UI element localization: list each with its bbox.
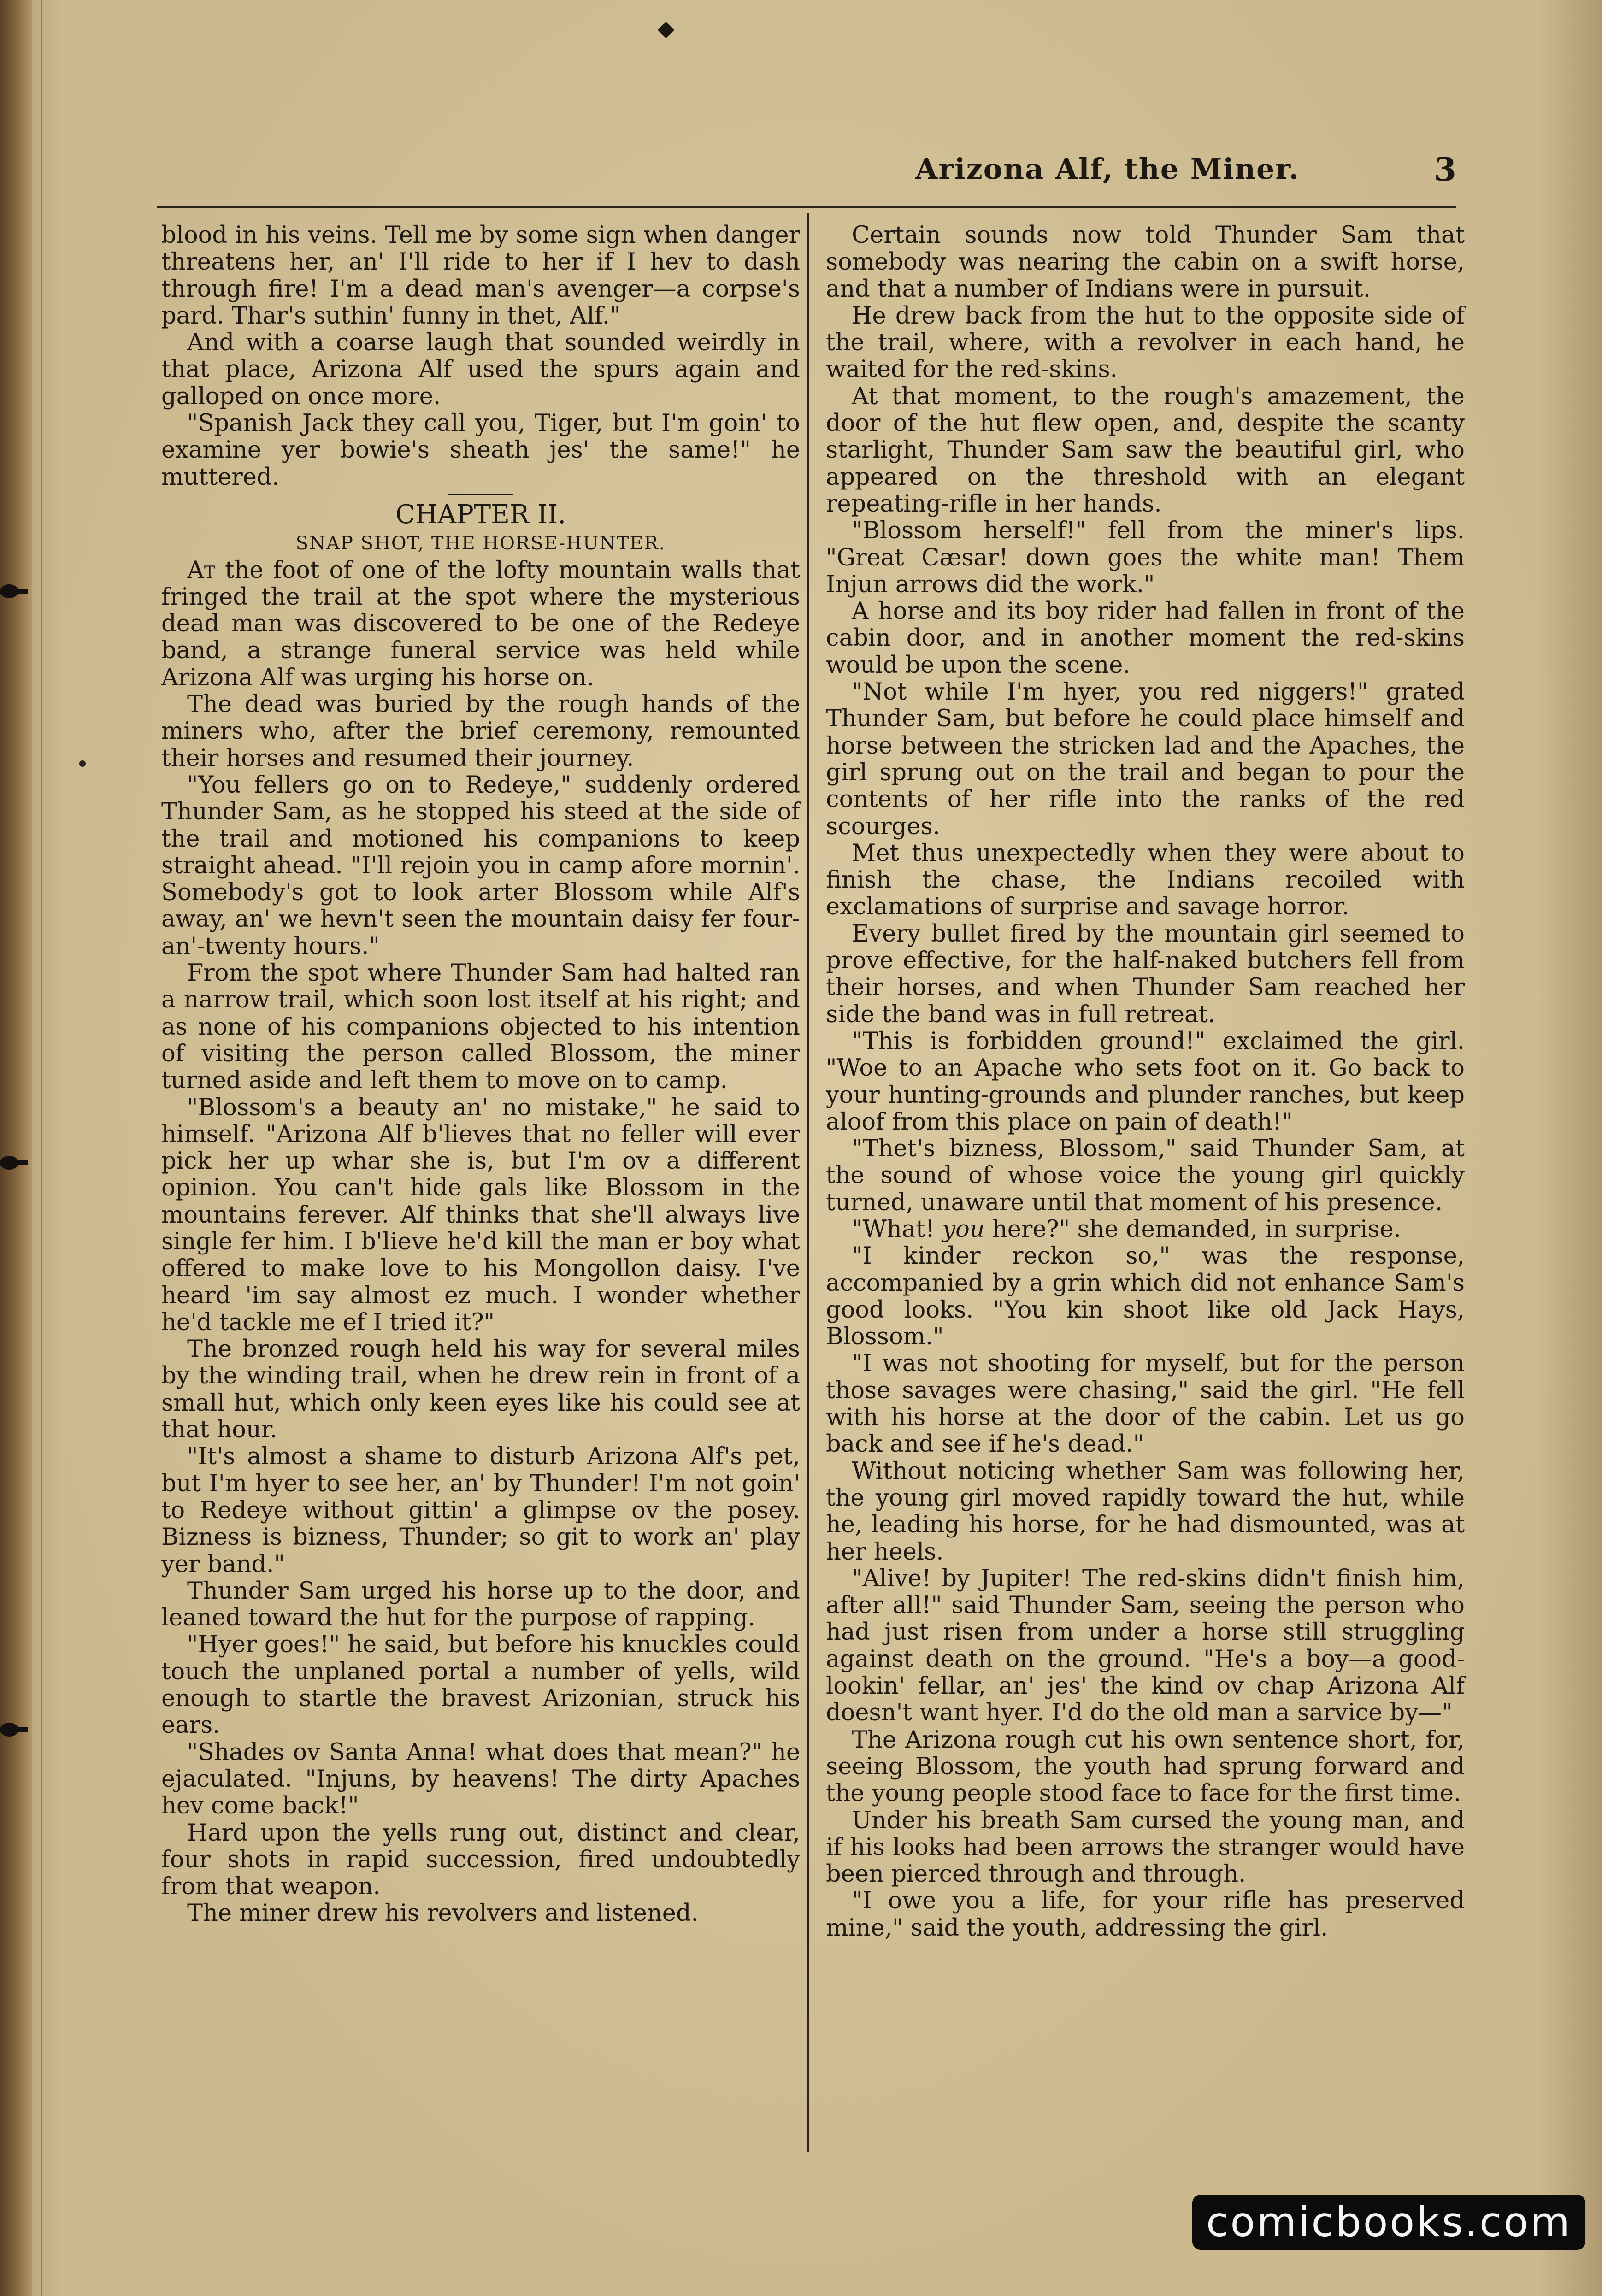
binding-staple-mark (0, 1152, 29, 1173)
page-number: 3 (1434, 150, 1456, 188)
paragraph: "Blossom's a beauty an' no mistake," he said to himself. "Arizona Alf b'lieves that no feller will ever pick her up whar she is, but I'm ov a different opinion. You can't hide gals like Blossom in the mountains ferever. Alf thinks that she'll always live single fer him. I b'lieve he'd kill the man er boy what offered to make love to his Mongollon daisy. I've heard 'im say almost ez much. I wonder whether he'd tackle me ef I tried it?" (161, 1094, 800, 1336)
chapter-subheading: SNAP SHOT, THE HORSE-HUNTER. (295, 533, 666, 554)
left-column (161, 222, 800, 1927)
torn-corner-mark (658, 22, 675, 39)
paragraph: "This is forbidden ground!" exclaimed the girl. "Woe to an Apache who sets foot on it. Go back to your hunting-grounds and plunder ranches, but keep aloof from this place on pain of death!" (826, 1027, 1465, 1136)
paragraph: "I owe you a life, for your rifle has preserved mine," said the youth, addressing the girl. (826, 1887, 1465, 1942)
italic-word: you (942, 1215, 985, 1243)
paragraph: "You fellers go on to Redeye," suddenly ordered Thunder Sam, as he stopped his steed at the side of the trail and motioned his companions to keep straight ahead. "I'll rejoin you in camp afore mornin'. Somebody's got to look arter Blossom while Alf's away, an' we hevn't seen the mountain daisy fer four-an'-twenty hours." (161, 771, 800, 960)
binding-spine (0, 0, 32, 2296)
paragraph: From the spot where Thunder Sam had halted ran a narrow trail, which soon lost itself at his right; and as none of his companions objected to his intention of visiting the person called Blossom, the miner turned aside and left them to move on to camp. (161, 960, 800, 1095)
binding-staple-mark (0, 581, 29, 602)
paragraph: Certain sounds now told Thunder Sam that somebody was nearing the cabin on a swift horse, and that a number of Indians were in pursuit. (826, 222, 1465, 303)
right-column (826, 222, 1465, 1942)
text-run: here?" she demanded, in surprise. (984, 1215, 1401, 1243)
running-header (157, 152, 1466, 189)
paragraph: "Thet's bizness, Blossom," said Thunder Sam, at the sound of whose voice the young girl quickly turned, unaware until that moment of his presence. (826, 1135, 1465, 1216)
paragraph: "Not while I'm hyer, you red niggers!" grated Thunder Sam, but before he could place himself and horse between the stricken lad and the Apaches, the girl sprung out on the trail and began to pour the contents of her rifle into the ranks of the red scourges. (826, 678, 1465, 840)
paragraph: Without noticing whether Sam was following her, the young girl moved rapidly toward the hut, while he, leading his horse, for he had dismounted, was at her heels. (826, 1457, 1465, 1566)
paragraph: Hard upon the yells rung out, distinct and clear, four shots in rapid succession, fired undoubtedly from that weapon. (161, 1819, 800, 1901)
paragraph: The miner drew his revolvers and listened. (187, 1900, 699, 1927)
paragraph: The bronzed rough held his way for several miles by the winding trail, when he drew rein in front of a small hut, which only keen eyes like his could see at that hour. (161, 1336, 800, 1444)
binding-edge-line (41, 0, 42, 2296)
binding-staple-mark (0, 1719, 29, 1740)
paragraph: At that moment, to the rough's amazement, the door of the hut flew open, and, despite the scanty starlight, Thunder Sam saw the beautiful girl, who appeared on the threshold with an elegant repeating-rifle in her hands. (826, 383, 1465, 518)
paragraph: The dead was buried by the rough hands of the miners who, after the brief ceremony, remounted their horses and resumed their journey. (161, 691, 800, 772)
paragraph (826, 1216, 1465, 1243)
paragraph: Met thus unexpectedly when they were about to finish the chase, the Indians recoiled with exclamations of surprise and savage horror. (826, 839, 1465, 921)
paragraph: "Blossom herself!" fell from the miner's lips. "Great Cæsar! down goes the white man! Them Injun arrows did the work." (826, 517, 1465, 598)
paragraph: And with a coarse laugh that sounded weirdly in that place, Arizona Alf used the spurs again and galloped on once more. (161, 329, 800, 410)
paragraph: "It's almost a shame to disturb Arizona Alf's pet, but I'm hyer to see her, an' by Thunder! I'm not goin' to Redeye without gittin' a glimpse ov the posey. Bizness is bizness, Thunder; so git to work an' play yer band." (161, 1443, 800, 1578)
text-run: "What! (852, 1215, 942, 1243)
site-watermark: comicbooks.com (1192, 2195, 1585, 2250)
column-divider (807, 213, 809, 2144)
ink-blot (79, 760, 86, 767)
chapter-opening-paragraph (161, 557, 800, 691)
paragraph: Thunder Sam urged his horse up to the door, and leaned toward the hut for the purpose of rapping. (161, 1577, 800, 1632)
running-title: Arizona Alf, the Miner. (915, 152, 1300, 186)
paragraph: The Arizona rough cut his own sentence short, for, seeing Blossom, the youth had sprung forward and the young people stood face to face for the first time. (826, 1726, 1465, 1807)
paragraph: "Shades ov Santa Anna! what does that mean?" he ejaculated. "Injuns, by heavens! The dirty Apaches hev come back!" (161, 1738, 800, 1820)
paragraph: "Spanish Jack they call you, Tiger, but I'm goin' to examine yer bowie's sheath jes' the same!" he muttered. (161, 410, 800, 491)
header-rule (157, 206, 1456, 208)
paragraph: Every bullet fired by the mountain girl seemed to prove effective, for the half-naked butchers fell from their horses, and when Thunder Sam reached her side the band was in full retreat. (826, 920, 1465, 1028)
paragraph: "Hyer goes!" he said, but before his knuckles could touch the unplaned portal a number of yells, wild enough to startle the bravest Arizonian, struck his ears. (161, 1631, 800, 1739)
paragraph: "Alive! by Jupiter! The red-skins didn't finish him, after all!" said Thunder Sam, seeing the person who had just risen from under a horse still struggling against death on the ground. "He's a boy—a good-lookin' fellar, an' jes' the kind ov chap Arizona Alf doesn't want hyer. I'd do the old man a sarvice by—" (826, 1565, 1465, 1727)
paragraph: blood in his veins. Tell me by some sign when danger threatens her, an' I'll ride to her if I hev to dash through fire! I'm a dead man's avenger—a corpse's pard. Thar's suthin' funny in thet, Alf." (161, 222, 800, 330)
paragraph: "I was not shooting for myself, but for the person those savages were chasing," said the girl. "He fell with his horse at the door of the cabin. Let us go back and see if he's dead." (826, 1350, 1465, 1458)
paragraph: A horse and its boy rider had fallen in front of the cabin door, and in another moment the red-skins would be upon the scene. (826, 598, 1465, 679)
opening-word: At (187, 556, 215, 584)
column-divider-tail (807, 2134, 809, 2152)
chapter-heading: CHAPTER II. (395, 499, 566, 530)
paragraph: Under his breath Sam cursed the young man, and if his looks had been arrows the stranger would have been pierced through and through. (826, 1807, 1465, 1888)
chapter-divider (448, 494, 513, 495)
paragraph: "I kinder reckon so," was the response, accompanied by a grin which did not enhance Sam's good looks. "You kin shoot like old Jack Hays, Blossom." (826, 1242, 1465, 1351)
opening-text: the foot of one of the lofty mountain walls that fringed the trail at the spot where the mysterious dead man was discovered to be one of the Redeye band, a strange funeral service was held while Arizona Alf was urging his horse on. (161, 556, 800, 691)
paragraph: He drew back from the hut to the opposite side of the trail, where, with a revolver in each hand, he waited for the red-skins. (826, 302, 1465, 383)
